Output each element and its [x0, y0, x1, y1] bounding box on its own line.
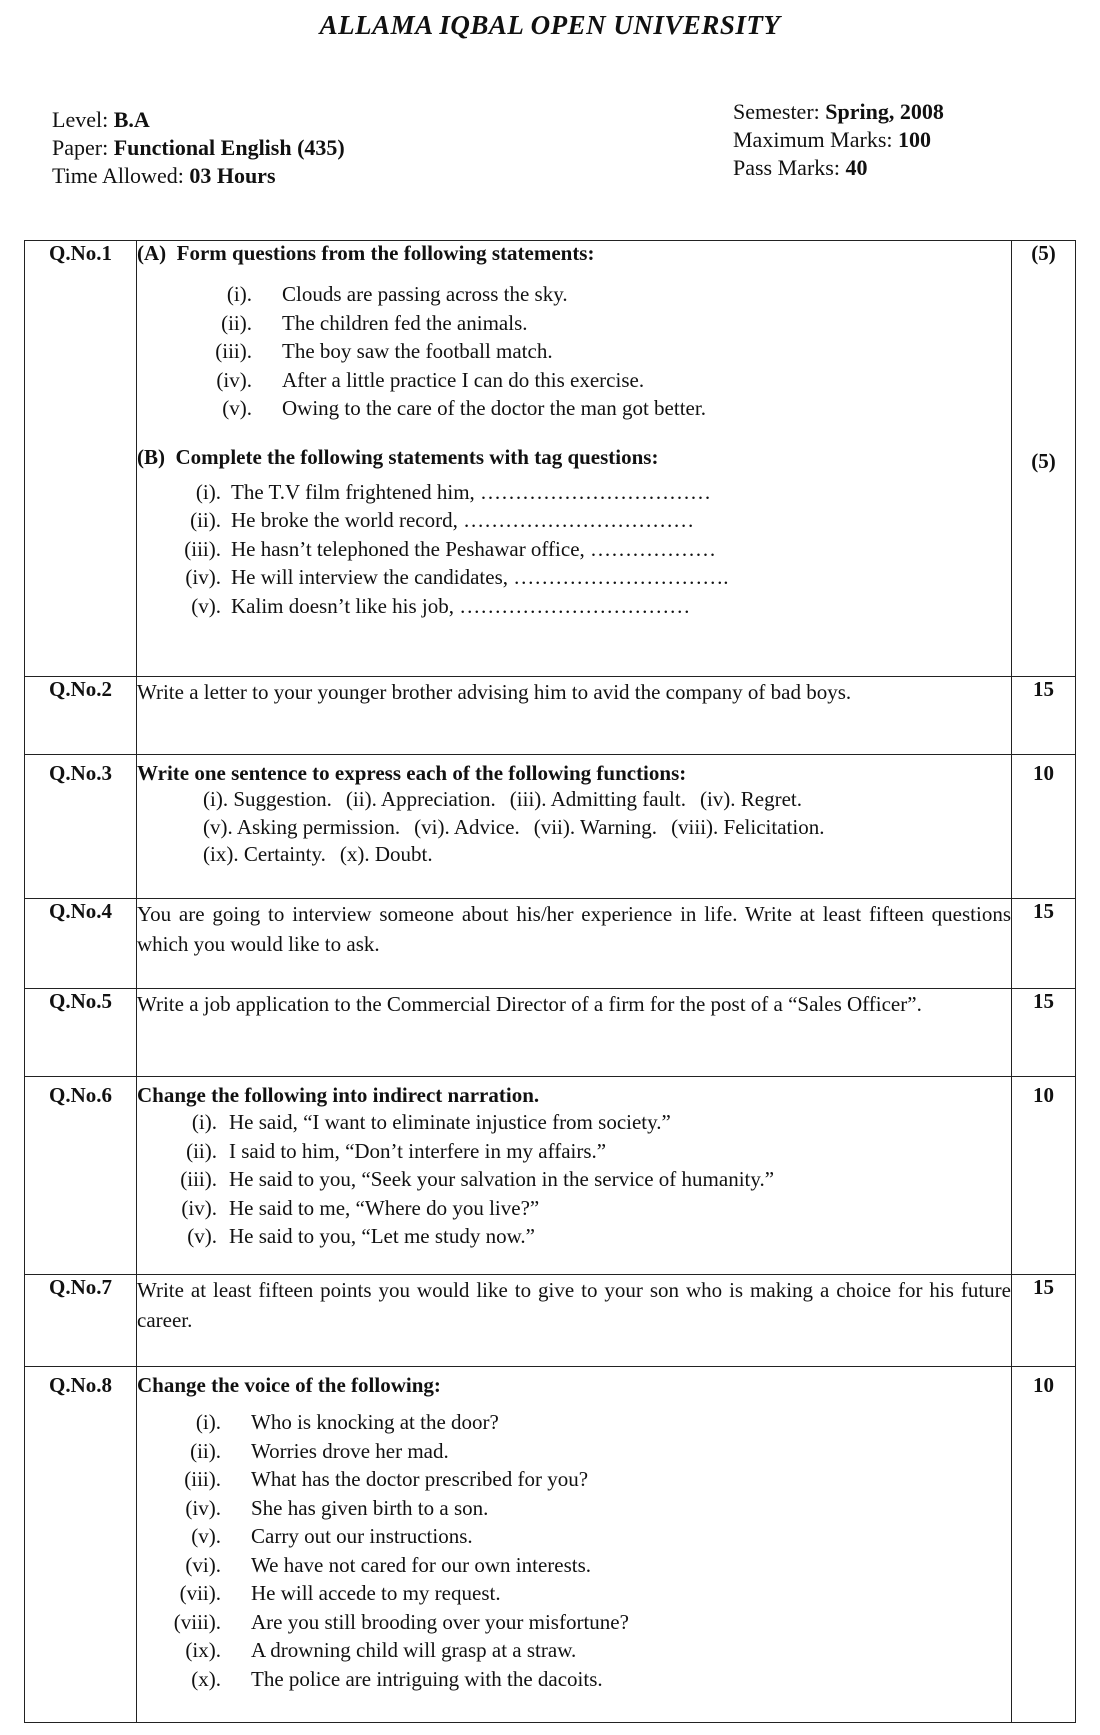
question-body [137, 1275, 1012, 1367]
level-label: Level: [52, 107, 109, 132]
question-text: Write at least fifteen points you would like to give to your son who is making a choice for his future career. [137, 1278, 1011, 1332]
university-title: ALLAMA IQBAL OPEN UNIVERSITY [319, 10, 781, 40]
question-heading: Change the voice of the following: [137, 1373, 441, 1397]
list-item: (i). Suggestion. [203, 787, 332, 811]
question-row-8 [25, 1367, 1076, 1723]
question-body [137, 899, 1012, 989]
question-number: Q.No.8 [25, 1367, 137, 1723]
marks-cell: 15 [1012, 899, 1076, 989]
semester-value: Spring, 2008 [825, 99, 944, 124]
paper-value: Functional English (435) [113, 135, 345, 160]
list-item: (ix). A drowning child will grasp at a straw. [185, 1638, 577, 1662]
question-row-2 [25, 677, 1076, 755]
list-item: (iii). The boy saw the football match. [215, 339, 553, 363]
question-body [137, 1077, 1012, 1275]
question-table [24, 240, 1076, 1723]
part-b-list [137, 478, 1011, 621]
level-line [52, 106, 345, 134]
list-item: (iii). What has the doctor prescribed for you? [184, 1467, 589, 1491]
time-value: 03 Hours [189, 163, 276, 188]
functions-list [137, 786, 1011, 869]
list-item: (iv). After a little practice I can do this exercise. [216, 367, 645, 392]
paper-label: Paper: [52, 135, 109, 160]
question-body [137, 989, 1012, 1077]
question-row-7 [25, 1275, 1076, 1367]
question-number: Q.No.6 [25, 1077, 137, 1275]
semester-line [733, 98, 944, 126]
marks-cell: 15 [1012, 677, 1076, 755]
part-b-marks: (5) [1031, 449, 1056, 473]
list-item: (v). He said to you, “Let me study now.” [187, 1224, 535, 1248]
max-marks-label: Maximum Marks: [733, 127, 893, 152]
question-body [137, 241, 1012, 677]
part-a-marks: (5) [1031, 241, 1056, 265]
list-item: (iv). He will interview the candidates, …………………………. [185, 565, 729, 589]
marks-cell: 10 [1012, 1077, 1076, 1275]
question-row-4 [25, 899, 1076, 989]
marks-cell: 10 [1012, 755, 1076, 899]
question-body [137, 677, 1012, 755]
question-heading: Change the following into indirect narration. [137, 1083, 540, 1107]
paper-line [52, 134, 345, 162]
list-item: (v). Kalim doesn’t like his job, …………………………… [191, 593, 691, 618]
list-item: (iv). She has given birth to a son. [185, 1495, 489, 1520]
list-item: (iv). Regret. [699, 787, 802, 811]
time-label: Time Allowed: [52, 163, 184, 188]
list-item: (iii). Admitting fault. [509, 787, 686, 811]
list-item: (viii). Are you still brooding over your misfortune? [173, 1609, 629, 1634]
question-body [137, 755, 1012, 899]
list-item: (ii). He broke the world record, …………………………… [190, 508, 695, 532]
list-item: (x). Doubt. [339, 842, 433, 866]
list-item: (vi). Advice. [414, 814, 520, 839]
question-text: Write a letter to your younger brother advising him to avid the company of bad boys. [137, 680, 852, 704]
narration-list [137, 1108, 1011, 1251]
list-item: (v). Carry out our instructions. [191, 1524, 473, 1548]
list-item: (x). The police are intriguing with the dacoits. [191, 1666, 603, 1691]
marks-cell: 15 [1012, 989, 1076, 1077]
part-b-heading: (B) Complete the following statements with tag questions: [137, 444, 659, 469]
exam-info-right [733, 98, 944, 182]
list-item: (vi). We have not cared for our own interests. [185, 1552, 592, 1577]
exam-info-left [52, 106, 345, 190]
list-item: (ii). Worries drove her mad. [190, 1438, 449, 1463]
question-number: Q.No.4 [25, 899, 137, 989]
time-line [52, 162, 345, 190]
list-item: (i). Clouds are passing across the sky. [226, 282, 568, 306]
question-row-6 [25, 1077, 1076, 1275]
list-item: (iv). He said to me, “Where do you live?” [181, 1195, 540, 1220]
list-item: (i). The T.V film frightened him, …………………………… [195, 479, 712, 504]
question-heading: Write one sentence to express each of the following functions: [137, 761, 687, 785]
pass-marks-line [733, 154, 944, 182]
level-value: B.A [113, 107, 150, 132]
question-number: Q.No.1 [25, 241, 137, 677]
list-item: (i). He said, “I want to eliminate injustice from society.” [191, 1110, 671, 1134]
list-item: (vii). Warning. [533, 814, 658, 839]
list-item: (ii). Appreciation. [345, 787, 496, 811]
question-body [137, 1367, 1012, 1723]
question-row-1 [25, 241, 1076, 677]
voice-list [137, 1408, 1011, 1693]
list-item: (viii). Felicitation. [671, 814, 825, 839]
list-item: (v). Asking permission. [203, 814, 401, 839]
question-text: Write a job application to the Commercial Director of a firm for the post of a “Sales Officer”. [137, 992, 922, 1016]
question-number: Q.No.7 [25, 1275, 137, 1367]
question-number: Q.No.3 [25, 755, 137, 899]
question-number: Q.No.5 [25, 989, 137, 1077]
list-item: (v). Owing to the care of the doctor the man got better. [222, 396, 706, 420]
list-item: (ii). I said to him, “Don’t interfere in my affairs.” [186, 1138, 607, 1163]
list-item: (vii). He will accede to my request. [179, 1581, 501, 1605]
list-item: (ix). Certainty. [203, 842, 326, 866]
pass-marks-label: Pass Marks: [733, 155, 840, 180]
list-item: (iii). He said to you, “Seek your salvation in the service of humanity.” [180, 1167, 775, 1191]
semester-label: Semester: [733, 99, 820, 124]
part-a-list [137, 280, 1011, 423]
max-marks-value: 100 [898, 127, 931, 152]
list-item: (i). Who is knocking at the door? [195, 1410, 499, 1434]
list-item: (ii). The children fed the animals. [221, 310, 528, 335]
marks-cell [1012, 241, 1076, 677]
question-row-3 [25, 755, 1076, 899]
pass-marks-value: 40 [845, 155, 868, 180]
part-a-heading: (A) Form questions from the following statements: [137, 241, 595, 265]
list-item: (iii). He hasn’t telephoned the Peshawar office, ……………… [184, 536, 717, 561]
marks-cell: 10 [1012, 1367, 1076, 1723]
question-text: You are going to interview someone about his/her experience in life. Write at least fifteen questions which you would like to ask. [137, 902, 1011, 956]
max-marks-line [733, 126, 944, 154]
question-row-5 [25, 989, 1076, 1077]
marks-cell: 15 [1012, 1275, 1076, 1367]
question-number: Q.No.2 [25, 677, 137, 755]
